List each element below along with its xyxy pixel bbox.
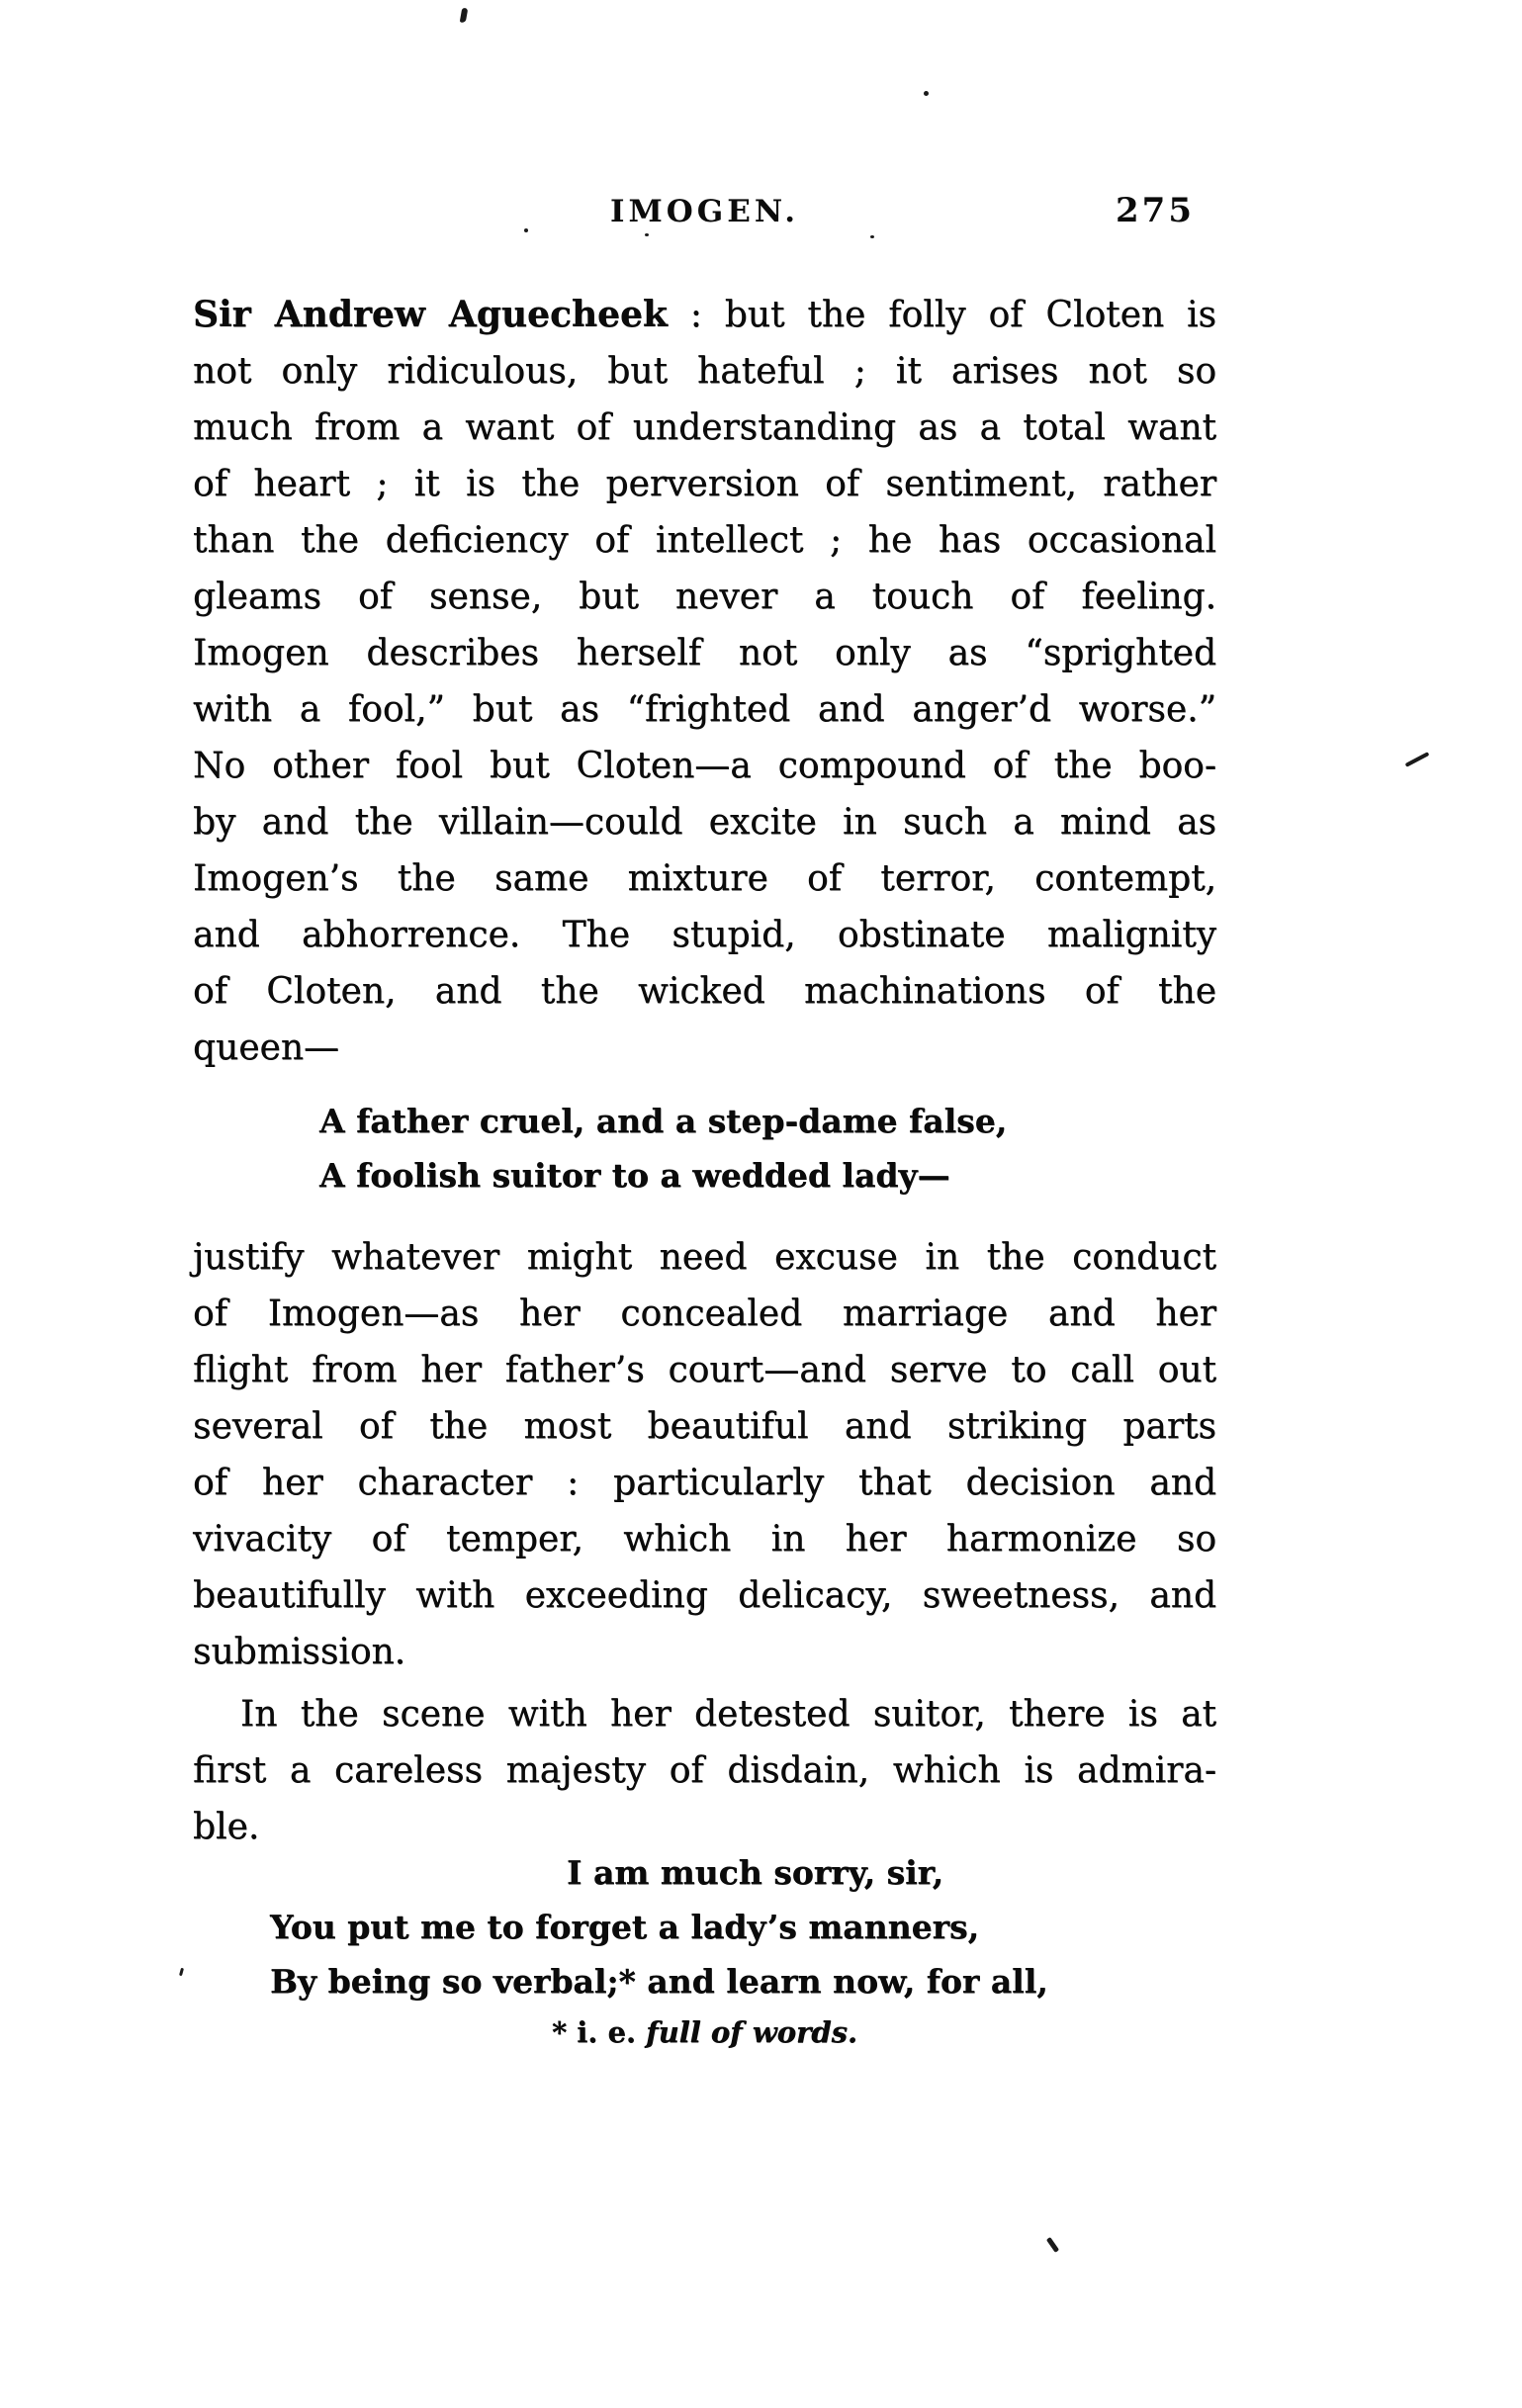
- text-line: vivacity of temper, which in her harmonize so: [193, 1519, 1216, 1560]
- text-line: flight from her father’s court—and serve to call out: [193, 1350, 1216, 1390]
- text-line: beautifully with exceeding delicacy, sweetness, and: [193, 1575, 1216, 1616]
- text-line: several of the most beautiful and striking parts: [193, 1406, 1216, 1447]
- scan-artifact: [645, 233, 649, 236]
- verse-line: I am much sorry, sir,: [567, 1853, 944, 1892]
- verse-quote-2: [193, 1845, 1216, 2008]
- paragraph-3-lines: [193, 1686, 1216, 1855]
- scan-artifact: [1405, 752, 1430, 767]
- footnote: [193, 2007, 1216, 2057]
- paragraph-1: [193, 287, 1216, 1076]
- text-line: of her character : particularly that decision and: [193, 1463, 1216, 1503]
- scan-artifact: [870, 235, 874, 238]
- text-line: A father cruel, and a step-dame false,: [319, 1102, 1008, 1140]
- scan-artifact: [924, 91, 929, 96]
- scan-artifact: [179, 1968, 184, 1977]
- character-reference: Sir Andrew Aguecheek: [193, 294, 668, 335]
- text-line: In the scene with her detested suitor, there is at: [240, 1694, 1216, 1735]
- text-line: queen—: [193, 1027, 340, 1068]
- text-line: and abhorrence. The stupid, obstinate malignity: [193, 915, 1216, 955]
- paragraph-2: [193, 1229, 1216, 1680]
- verse-line: You put me to forget a lady’s manners,: [270, 1908, 980, 1946]
- first-line-rest: : but the folly of Cloten is: [667, 295, 1216, 335]
- text-line: of Imogen—as her concealed marriage and her: [193, 1293, 1216, 1334]
- paragraph-1-lines: [193, 343, 1216, 1076]
- text-line: [193, 287, 1216, 343]
- text-line: first a careless majesty of disdain, which is admira-: [193, 1750, 1216, 1791]
- text-line: by and the villain—could excite in such a mind as: [193, 802, 1216, 843]
- scan-artifact: [1046, 2237, 1059, 2253]
- text-line: much from a want of understanding as a total want: [193, 407, 1216, 448]
- text-line: gleams of sense, but never a touch of feeling.: [193, 577, 1216, 617]
- text-line: submission.: [193, 1632, 406, 1672]
- text-line: Imogen describes herself not only as “sprighted: [193, 633, 1216, 673]
- footnote-term: full of words.: [646, 2015, 857, 2049]
- paragraph-3: [193, 1686, 1216, 1855]
- text-line: A foolish suitor to a wedded lady—: [319, 1156, 950, 1195]
- text-line: of Cloten, and the wicked machinations of the: [193, 971, 1216, 1012]
- paragraph-2-lines: [193, 1229, 1216, 1680]
- text-line: of heart ; it is the perversion of sentiment, rather: [193, 464, 1216, 504]
- page-title: IMOGEN.: [609, 194, 800, 229]
- text-line: No other fool but Cloten—a compound of the boo-: [193, 746, 1216, 786]
- verse-quote-1: [193, 1094, 1343, 1203]
- text-line: than the deficiency of intellect ; he has occasional: [193, 520, 1216, 561]
- verse-line: By being so verbal;* and learn now, for all,: [270, 1962, 1048, 2001]
- scan-artifact: [524, 228, 528, 232]
- text-line: with a fool,” but as “frighted and anger’d worse.”: [193, 689, 1216, 730]
- running-header: [193, 194, 1216, 229]
- page-number: 275: [1116, 191, 1195, 230]
- footnote-marker: * i. e.: [551, 2015, 647, 2049]
- text-line: justify whatever might need excuse in the conduct: [193, 1237, 1216, 1278]
- scan-artifact: [460, 8, 469, 24]
- verse-1-lines: [319, 1094, 1343, 1203]
- text-line: ble.: [193, 1807, 260, 1847]
- text-line: not only ridiculous, but hateful ; it arises not so: [193, 351, 1216, 392]
- text-line: Imogen’s the same mixture of terror, contempt,: [193, 858, 1216, 899]
